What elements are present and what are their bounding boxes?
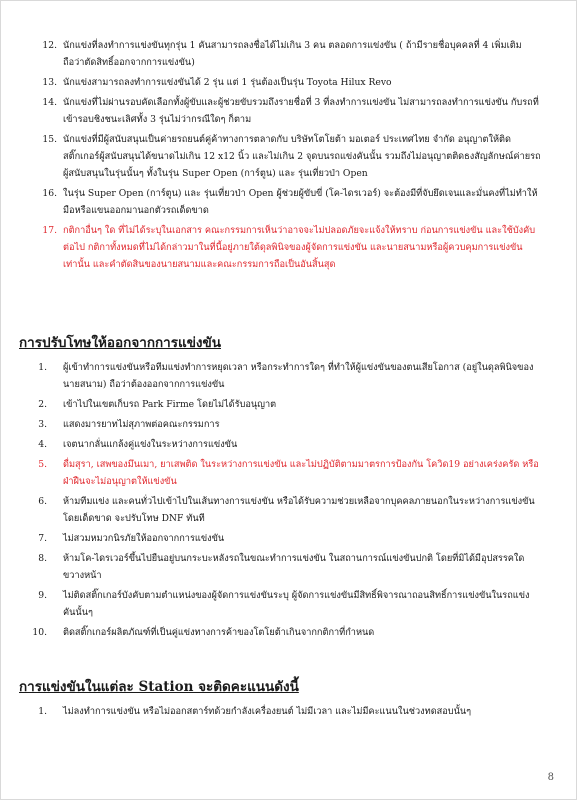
- item-text: นักแข่งที่มีผู้สนับสนุนเป็นค่ายรถยนต์คู่ค้าทางการตลาดกับ บริษัทโตโยต้า มอเตอร์ ประเทศไทย จำกัด อนุญาตให้ติดสติ๊กเกอร์ผู้สนับสนุนได้ขนาดไม่เกิน 12 x12 นิ้ว และไม่เกิน 2 จุดบนรถแข่งคันนั้น รวมถึงไม่อนุญาตติดธงสัญลักษณ์ค่ายรถผู้สนับสนุนในรุ่นนั้นๆ ทั้งในรุ่น Super Open (การ์ตูน) และ รุ่นเที่ยวป่า Open: [63, 134, 541, 179]
- item-text: ดื่มสุรา, เสพของมึนเมา, ยาเสพติด ในระหว่างการแข่งขัน และไม่ปฏิบัติตามมาตรการป้องกัน โควิด19 อย่างเคร่งครัด หรือฝ่าฝืนจะไม่อนุญาตให้แข่งขัน: [63, 459, 539, 487]
- item-number: 1.: [38, 706, 47, 717]
- item-text: ไม่ติดสติ๊กเกอร์บังคับตามตำแหน่งของผู้จัดการแข่งขันระบุ ผู้จัดการแข่งขันมีสิทธิ์พิจารณาถอนสิทธิ์การแข่งขันในรถแข่งคันนั้นๆ: [63, 590, 530, 618]
- item-number: 16.: [42, 188, 57, 199]
- item-number: 1.: [38, 362, 47, 373]
- penalty-item: [19, 624, 541, 641]
- penalty-section: [19, 327, 541, 644]
- item-number: 10.: [32, 627, 47, 638]
- item-text: นักแข่งที่ลงทำการแข่งขันทุกรุ่น 1 คันสามารถลงชื่อได้ไม่เกิน 3 คน ตลอดการแข่งขัน ( ถ้ามีรายชื่อบุคคลที่ 4 เพิ่มเติม ถือว่าตัดสิทธิ์ออกจากการแข่งขัน): [63, 40, 522, 68]
- item-number: 15.: [42, 134, 57, 145]
- item-number: 6.: [38, 496, 47, 507]
- item-text: ในรุ่น Super Open (การ์ตูน) และ รุ่นเที่ยวป่า Open ผู้ช่วยผู้ขับขี่ (โค-ไดรเวอร์) จะต้องมีที่จับยึดเจนและมั่นคงที่ไม่ทำให้มือหรือแขนออกมานอกตัวรถเด็ดขาด: [63, 188, 538, 216]
- item-number: 3.: [38, 419, 47, 430]
- item-text: นักแข่งที่ไม่ผ่านรอบคัดเลือกทั้งผู้ขับและผู้ช่วยขับรวมถึงรายชื่อที่ 3 ที่ลงทำการแข่งขัน ไม่สามารถลงทำการแข่งขัน กับรถที่เข้ารอบชิงชนะเลิศทั้ง 3 รุ่นไม่ว่ากรณีใดๆ ก็ตาม: [63, 97, 539, 125]
- penalty-item: [19, 530, 541, 547]
- section-heading: การปรับโทษให้ออกจากการแข่งขัน: [19, 335, 221, 351]
- penalty-item: [19, 436, 541, 453]
- item-number: 4.: [38, 439, 47, 450]
- item-text: ไม่สวมหมวกนิรภัยให้ออกจากการแข่งขัน: [63, 533, 225, 544]
- item-number: 12.: [42, 40, 57, 51]
- penalty-item: [19, 550, 541, 584]
- station-item: [19, 703, 541, 720]
- rule-item-highlighted: [19, 222, 541, 273]
- page-number: 8: [547, 772, 554, 783]
- rule-item: [19, 185, 541, 219]
- item-number: 17.: [42, 225, 57, 236]
- penalty-item: [19, 396, 541, 413]
- penalty-item: [19, 416, 541, 433]
- rule-item: [19, 37, 541, 71]
- penalty-item: [19, 359, 541, 393]
- section-heading: การแข่งขันในแต่ละ Station จะติดคะแนนดังนี้: [19, 679, 299, 695]
- item-text: นักแข่งสามารถลงทำการแข่งขันได้ 2 รุ่น แต่ 1 รุ่นต้องเป็นรุ่น Toyota Hilux Revo: [63, 77, 392, 88]
- item-text: เข้าไปในเขตเก็บรถ Park Firme โดยไม่ได้รับอนุญาต: [63, 399, 277, 410]
- item-number: 2.: [38, 399, 47, 410]
- item-text: ห้ามทีมแข่ง และคนทั่วไปเข้าไปในเส้นทางการแข่งขัน หรือได้รับความช่วยเหลือจากบุคคลภายนอกในระหว่างการแข่งขันโดยเด็ดขาด จะปรับโทษ DNF ทันที: [63, 496, 535, 524]
- item-text: ไม่ลงทำการแข่งขัน หรือไม่ออกสตาร์ทด้วยกำลังเครื่องยนต์ ไม่มีเวลา และไม่มีคะแนนในช่วงทดสอบนั้นๆ: [63, 706, 472, 717]
- rule-item: [19, 74, 541, 91]
- item-text: แสดงมารยาทไม่สุภาพต่อคณะกรรมการ: [63, 419, 220, 430]
- penalty-item: [19, 493, 541, 527]
- rule-item: [19, 131, 541, 182]
- item-number: 14.: [42, 97, 57, 108]
- rules-list: [19, 37, 541, 273]
- item-text: กติกาอื่นๆ ใด ที่ไม่ได้ระบุในเอกสาร คณะกรรมการเห็นว่าอาจจะไม่ปลอดภัยจะแจ้งให้ทราบ ก่อนการแข่งขัน และใช้บังคับต่อไป กติกาทั้งหมดที่ไม่ได้กล่าวมาในที่นี้อยู่ภายใต้ดุลพินิจของผู้จัดการแข่งขัน และนายสนามหรือผู้ควบคุมการแข่งขันเท่านั้น และคำตัดสินของนายสนามและคณะกรรมการถือเป็นอันสิ้นสุด: [63, 225, 536, 270]
- item-text: เจตนากลั่นแกล้งคู่แข่งในระหว่างการแข่งขัน: [63, 439, 238, 450]
- penalty-item: [19, 587, 541, 621]
- item-number: 8.: [38, 553, 47, 564]
- rules-continued-section: [19, 37, 541, 276]
- station-list: [19, 703, 541, 720]
- item-number: 13.: [42, 77, 57, 88]
- penalty-item-highlighted: [19, 456, 541, 490]
- item-number: 5.: [38, 459, 47, 470]
- rule-item: [19, 94, 541, 128]
- item-number: 9.: [38, 590, 47, 601]
- station-scoring-section: [19, 671, 541, 723]
- item-number: 7.: [38, 533, 47, 544]
- item-text: ติดสติ๊กเกอร์ผลิตภัณฑ์ที่เป็นคู่แข่งทางการค้าของโตโยต้าเกินจากกติกาที่กำหนด: [63, 627, 375, 638]
- item-text: ผู้เข้าทำการแข่งขันหรือทีมแข่งทำการหยุดเวลา หรือกระทำการใดๆ ที่ทำให้ผู้แข่งขันของตนเสียโอกาส (อยู่ในดุลพินิจของนายสนาม) ถือว่าต้องออกจากการแข่งขัน: [63, 362, 534, 390]
- penalty-list: [19, 359, 541, 641]
- item-text: ห้ามโค-ไดรเวอร์ขึ้นไปยืนอยู่บนกระบะหลังรถในขณะทำการแข่งขัน ในสถานการณ์แข่งขันปกติ โดยที่มิได้มีอุปสรรคใดขวางหน้า: [63, 553, 525, 581]
